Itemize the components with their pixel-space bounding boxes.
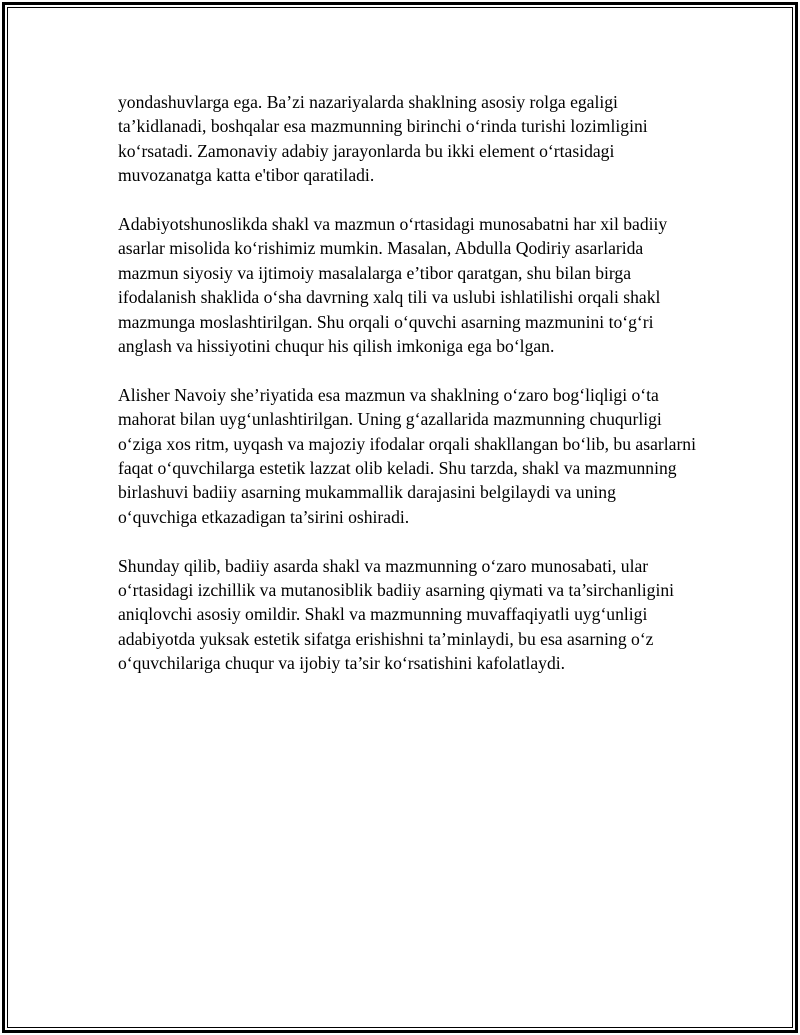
- paragraph: Shunday qilib, badiiy asarda shakl va mazmunning o‘zaro munosabati, ular o‘rtasidagi izchillik va mutanosiblik badiiy asarning qiymati va ta’sirchanligini aniqlovchi asosiy omildir. Shakl va mazmunning muvaffaqiyatli uyg‘unligi adabiyotda yuksak estetik sifatga erishishni ta’minlaydi, bu esa asarning o‘z o‘quvchilariga chuqur va ijobiy ta’sir ko‘rsatishini kafolatlaydi.: [118, 555, 675, 674]
- paragraph: Alisher Navoiy she’riyatida esa mazmun va shaklning o‘zaro bog‘liqligi o‘ta mahorat bilan uyg‘unlashtirilgan. Uning g‘azallarida mazmunning chuqurligi o‘ziga xos ritm, uyqash va majoziy ifodalar orqali shakllangan bo‘lib, bu asarlarni faqat o‘quvchilarga estetik lazzat olib keladi. Shu tarzda, shakl va mazmunning birlashuvi badiiy asarning mukammallik darajasini belgilaydi va uning o‘quvchiga etkazadigan ta’sirini oshiradi.: [118, 384, 696, 527]
- document-body: [118, 90, 698, 700]
- paragraph: Adabiyotshunoslikda shakl va mazmun o‘rtasidagi munosabatni har xil badiiy asarlar misolida ko‘rishimiz mumkin. Masalan, Abdulla Qodiriy asarlarida mazmun siyosiy va ijtimoiy masalalarga e’tibor qaratgan, shu bilan birga ifodalanish shaklida o‘sha davrning xalq tili va uslubi ishlatilishi orqali shakl mazmunga moslashtirilgan. Shu orqali o‘quvchi asarning mazmunini to‘g‘ri anglash va hissiyotini chuqur his qilish imkoniga ega bo‘lgan.: [118, 214, 668, 357]
- paragraph: yondashuvlarga ega. Ba’zi nazariyalarda shaklning asosiy rolga egaligi ta’kidlanadi, boshqalar esa mazmunning birinchi o‘rinda turishi lozimligini ko‘rsatadi. Zamonaviy adabiy jarayonlarda bu ikki element o‘rtasidagi muvozanatga katta e'tibor qaratiladi.: [118, 92, 648, 186]
